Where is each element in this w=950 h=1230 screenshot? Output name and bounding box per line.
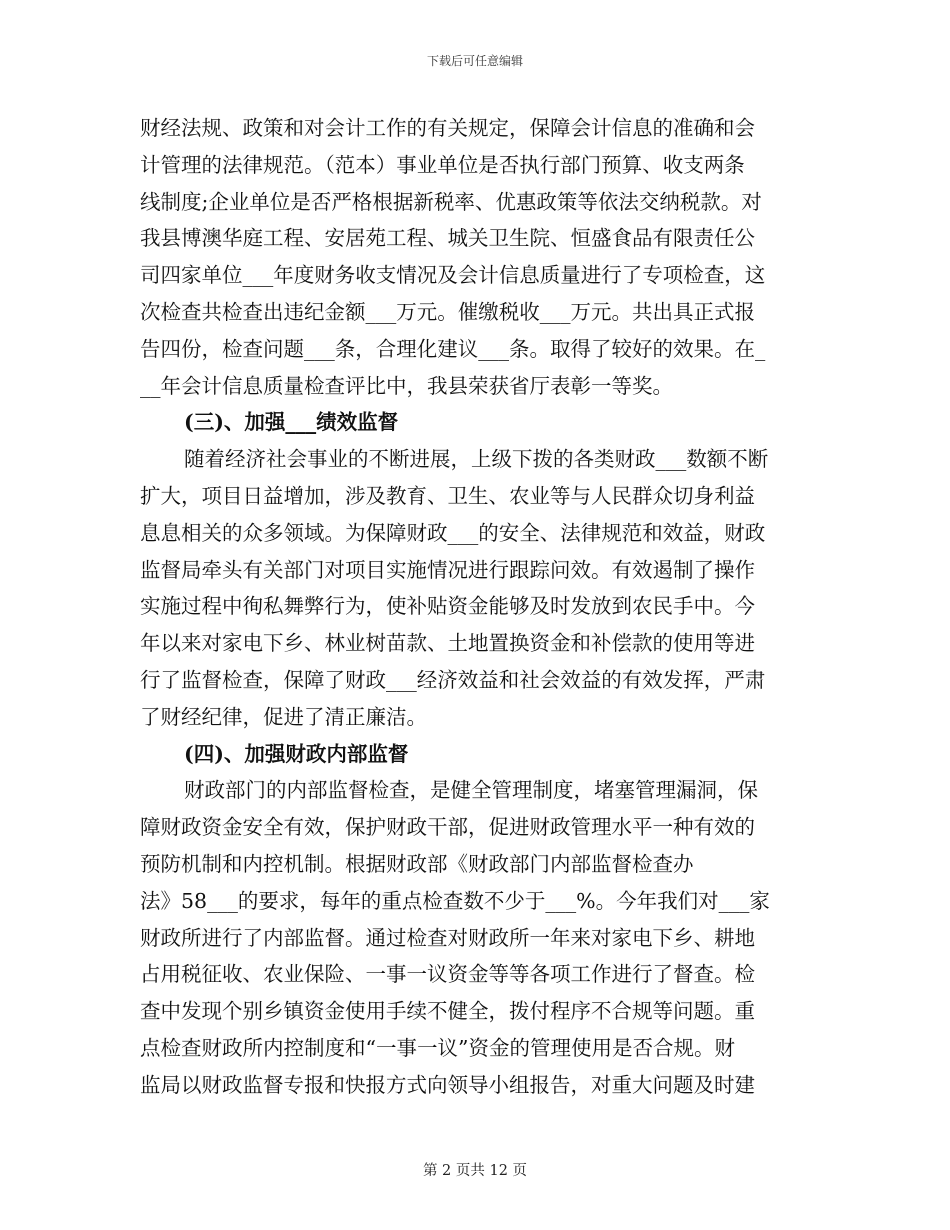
document-body <box>140 110 800 1104</box>
paragraph-line: 计管理的法律规范。（范本）事业单位是否执行部门预算、收支两条 <box>140 152 745 177</box>
paragraph-line: 障财政资金安全有效，保护财政干部，促进财政管理水平一种有效的 <box>140 815 755 840</box>
paragraph-line: 线制度;企业单位是否严格根据新税率、优惠政策等依法交纳税款。对 <box>140 189 762 214</box>
paragraph-line: 监局以财政监督专报和快报方式向领导小组报告，对重大问题及时建 <box>140 1072 755 1097</box>
paragraph-line: 财经法规、政策和对会计工作的有关规定，保障会计信息的准确和会 <box>140 116 755 140</box>
paragraph-line: 年以来对家电下乡、林业树苗款、土地置换资金和补偿款的使用等进 <box>140 631 755 656</box>
page-header: 下载后可任意编辑 <box>426 54 523 68</box>
paragraph-line: 息息相关的众多领域。为保障财政___的安全、法律规范和效益，财政 <box>140 520 766 545</box>
paragraph-line: 财政部门的内部监督检查，是健全管理制度，堵塞管理漏洞，保 <box>184 778 758 803</box>
paragraph-line: 实施过程中徇私舞弊行为，使补贴资金能够及时发放到农民手中。今 <box>140 594 755 619</box>
paragraph-line: 了财经纪律，促进了清正廉洁。 <box>140 704 427 729</box>
paragraph-line: 随着经济社会事业的不断进展，上级下拨的各类财政___数额不断 <box>184 447 769 472</box>
section-heading: (三)、加强___绩效监督 <box>184 410 399 435</box>
paragraph-line: 预防机制和内控机制。根据财政部《财政部门内部监督检查办 <box>140 851 694 876</box>
page-footer: 第 2 页共 12 页 <box>422 1163 528 1179</box>
paragraph-line: 告四份，检查问题___条，合理化建议___条。取得了较好的效果。在_ <box>140 336 766 361</box>
paragraph-line: 扩大，项目日益增加，涉及教育、卫生、农业等与人民群众切身利益 <box>140 483 755 508</box>
paragraph-line: 法》58___的要求，每年的重点检查数不少于___%。今年我们对___家 <box>140 888 770 913</box>
paragraph-line: 占用税征收、农业保险、一事一议资金等等各项工作进行了督查。检 <box>140 962 755 987</box>
paragraph-line: 我县博澳华庭工程、安居苑工程、城关卫生院、恒盛食品有限责任公 <box>140 226 755 251</box>
paragraph-line: 行了监督检查，保障了财政___经济效益和社会效益的有效发挥，严肃 <box>140 667 766 692</box>
paragraph-line: 监督局牵头有关部门对项目实施情况进行跟踪问效。有效遏制了操作 <box>140 557 755 582</box>
paragraph-line: 点检查财政所内控制度和“一事一议”资金的管理使用是否合规。财 <box>140 1035 735 1060</box>
paragraph-line: 财政所进行了内部监督。通过检查对财政所一年来对家电下乡、耕地 <box>140 925 755 950</box>
paragraph-line: __年会计信息质量检查评比中，我县荣获省厅表彰一等奖。 <box>140 373 673 398</box>
paragraph-line: 次检查共检查出违纪金额___万元。催缴税收___万元。共出具正式报 <box>140 299 755 324</box>
paragraph-line: 司四家单位___年度财务收支情况及会计信息质量进行了专项检查，这 <box>140 263 766 288</box>
paragraph-line: 查中发现个别乡镇资金使用手续不健全，拨付程序不合规等问题。重 <box>140 999 755 1024</box>
section-heading: (四)、加强财政内部监督 <box>184 741 409 766</box>
